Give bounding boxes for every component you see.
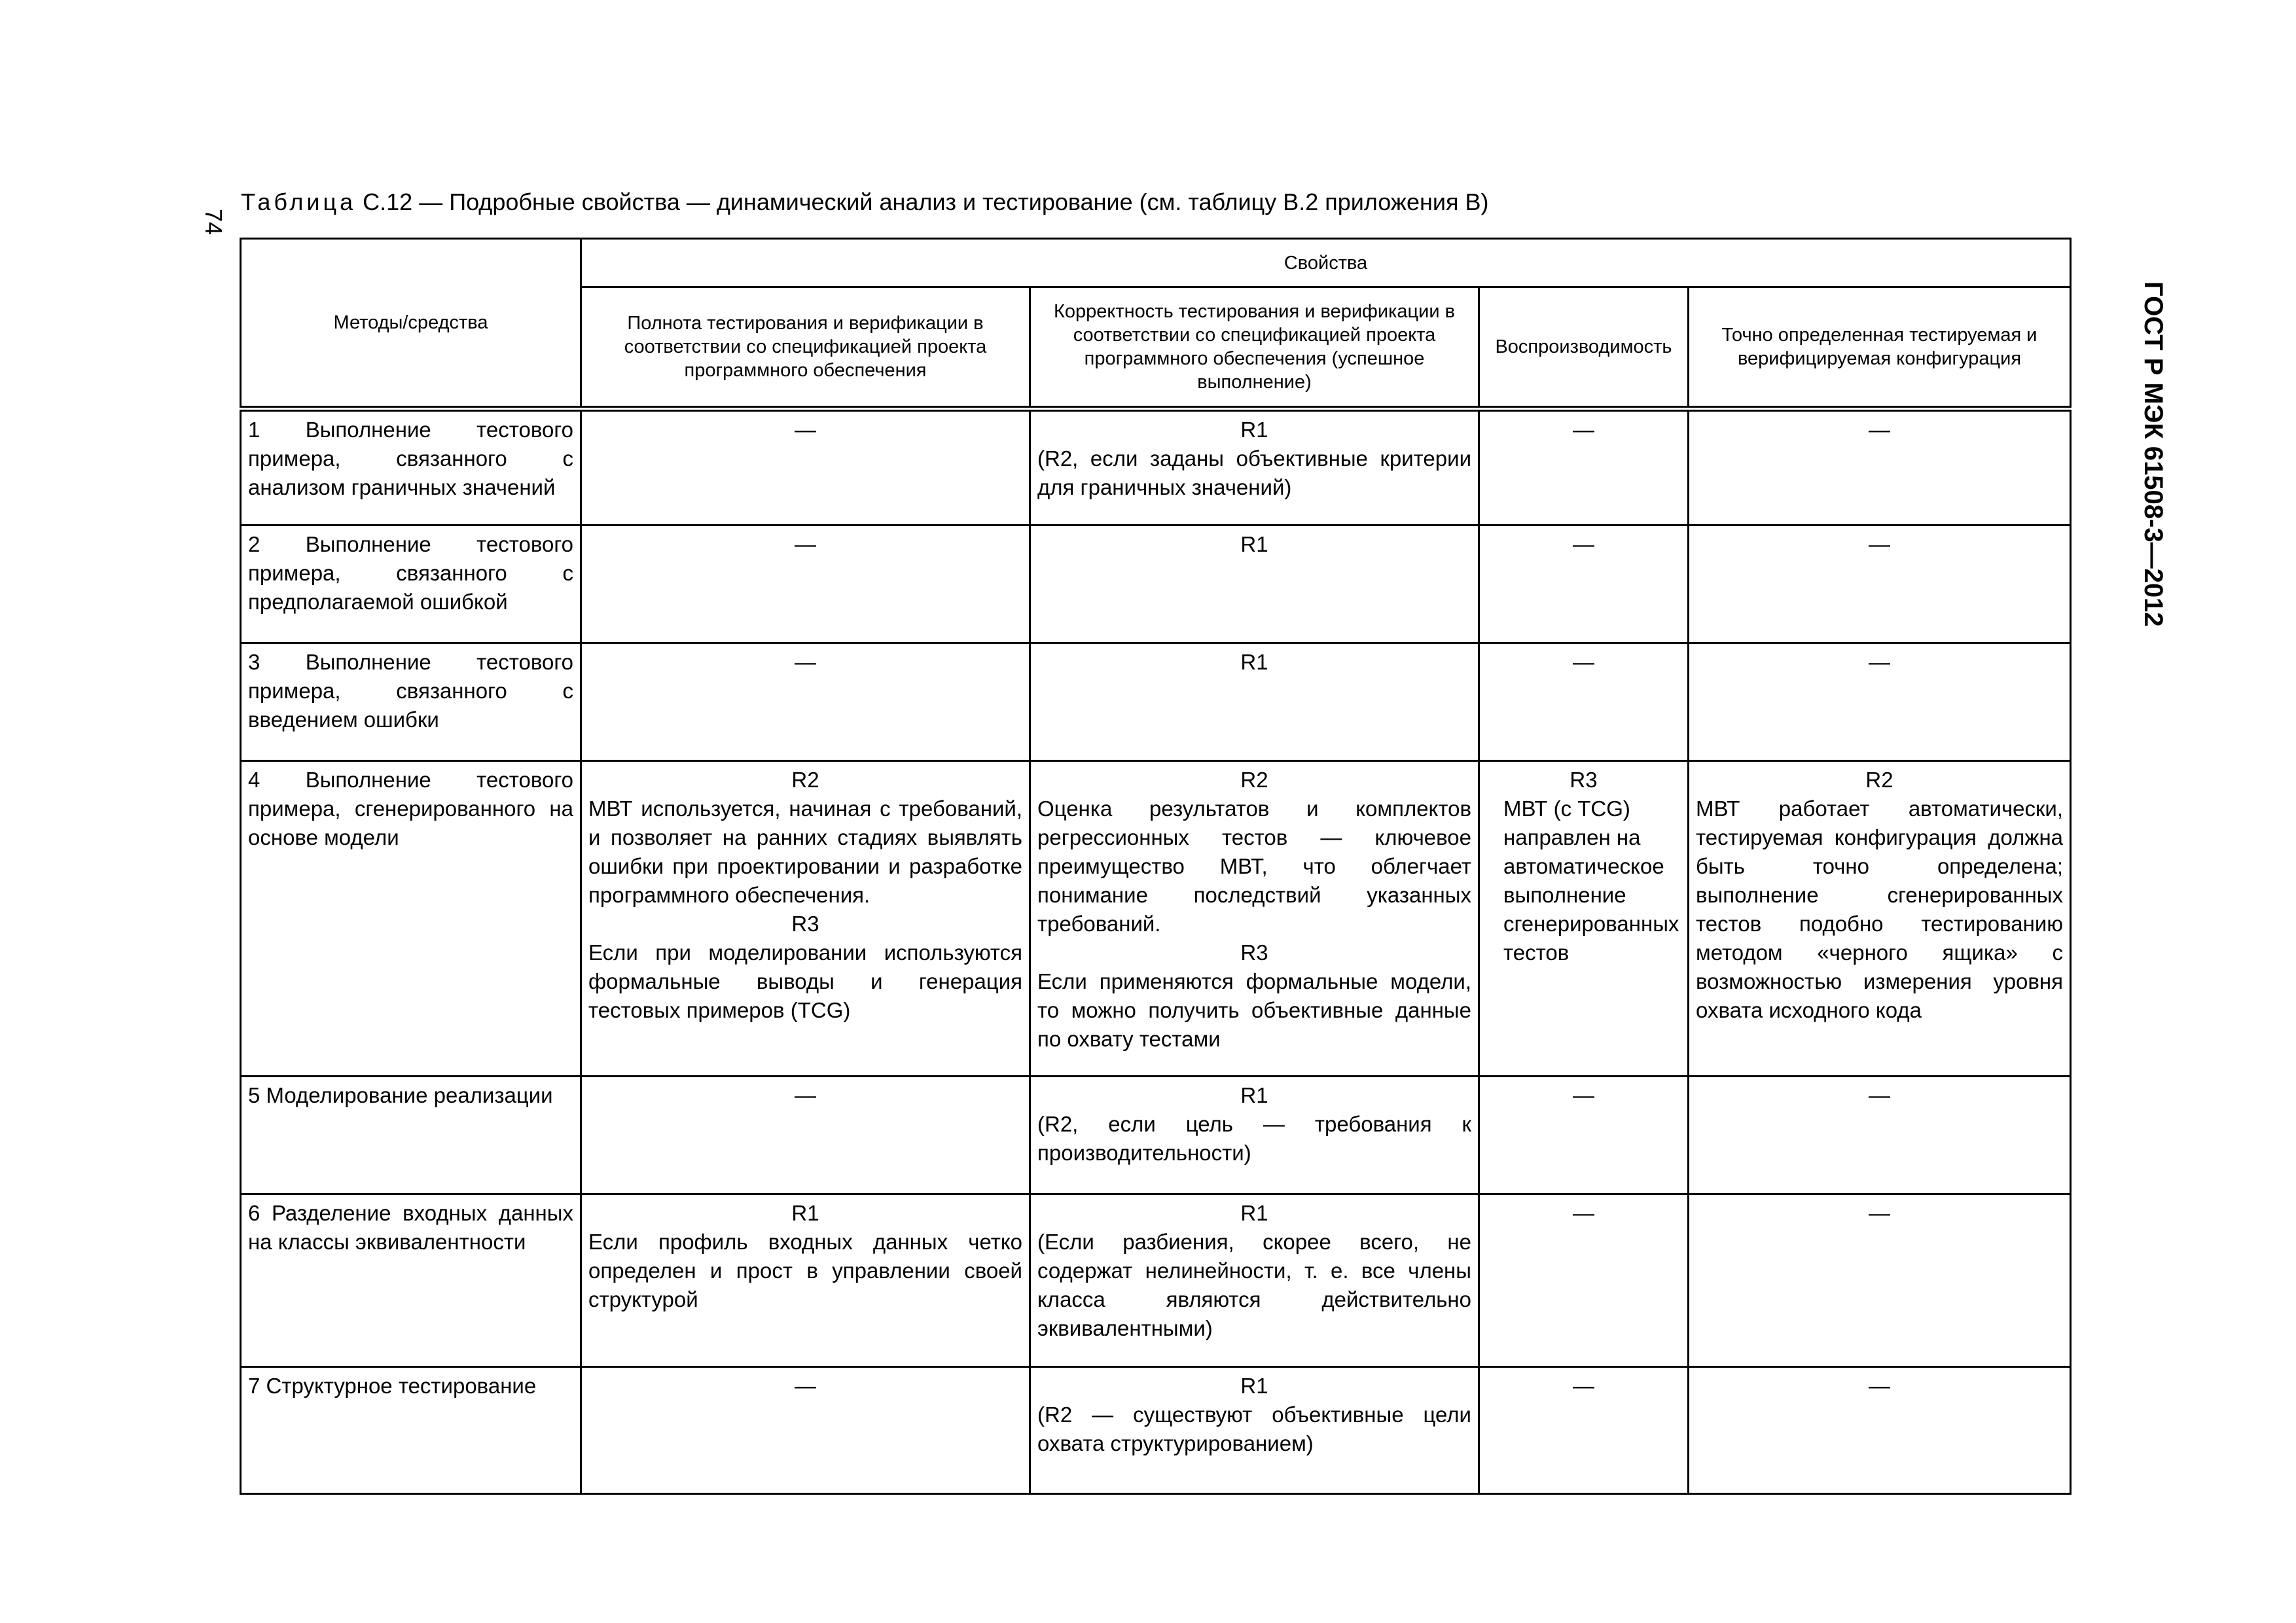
- rating-note: (R2 — существуют объективные цели охвата структурированием): [1037, 1402, 1471, 1455]
- repeatability-cell: [1479, 1077, 1689, 1194]
- method-cell: 7 Структурное тестирование: [241, 1367, 581, 1494]
- rating-note: Если профиль входных данных четко определен и прост в управлении своей структурой: [588, 1230, 1022, 1311]
- configuration-cell: [1689, 1077, 2071, 1194]
- method-cell: 4 Выполнение тестового примера, сгенерированного на основе модели: [241, 761, 581, 1077]
- rating-label: —: [1869, 1201, 1891, 1225]
- properties-table: [240, 238, 2072, 1495]
- header-repeatability: Воспроизводимость: [1479, 287, 1689, 409]
- rating-note: МВТ работает автоматически, тестируемая конфигурация должна быть точно определена; выполнение сгенерированных тестов подобно тестированию методом «черного ящика» с возможностью измерения уровня охвата исходного кода: [1696, 796, 2064, 1022]
- method-cell: 6 Разделение входных данных на классы эквивалентности: [241, 1194, 581, 1367]
- header-completeness: Полнота тестирования и верификации в соответствии со спецификацией проекта программного обеспечения: [581, 287, 1030, 409]
- table-row: [241, 761, 2071, 1077]
- rating-note: Если при моделировании используются формальные выводы и генерация тестовых примеров (TCG): [588, 940, 1022, 1022]
- table-row: [241, 1367, 2071, 1494]
- rating-label: —: [795, 1083, 816, 1107]
- configuration-cell: [1689, 1367, 2071, 1494]
- configuration-cell: [1689, 409, 2071, 526]
- configuration-cell: [1689, 526, 2071, 643]
- header-configuration: Точно определенная тестируемая и верифицируемая конфигурация: [1689, 287, 2071, 409]
- header-correctness: Корректность тестирования и верификации в соответствии со спецификацией проекта программного обеспечения (успешное выполнение): [1030, 287, 1479, 409]
- header-methods: Методы/средства: [241, 239, 581, 409]
- correctness-cell: [1030, 1077, 1479, 1194]
- rating-label: R1: [1240, 418, 1268, 442]
- rating-label: —: [1869, 650, 1891, 674]
- rating-note: (R2, если цель — требования к производительности): [1037, 1112, 1471, 1165]
- completeness-cell: [581, 1077, 1030, 1194]
- method-cell: 1 Выполнение тестового примера, связанного с анализом граничных значений: [241, 409, 581, 526]
- rating-label: —: [1573, 1374, 1594, 1398]
- table-row: [241, 643, 2071, 761]
- completeness-cell: [581, 526, 1030, 643]
- repeatability-cell: [1479, 409, 1689, 526]
- correctness-cell: [1030, 526, 1479, 643]
- document-code: ГОСТ Р МЭК 61508-3—2012: [2139, 281, 2168, 627]
- table-row: [241, 526, 2071, 643]
- rating-label: —: [1573, 532, 1594, 556]
- correctness-cell: [1030, 1194, 1479, 1367]
- header-properties: Свойства: [581, 239, 2071, 287]
- page-number: 74: [200, 208, 227, 236]
- table-row: [241, 1194, 2071, 1367]
- rating-label: R2: [791, 768, 819, 792]
- rating-label: —: [1573, 1201, 1594, 1225]
- repeatability-cell: [1479, 643, 1689, 761]
- completeness-cell: [581, 1194, 1030, 1367]
- repeatability-cell: [1479, 761, 1689, 1077]
- rating-note: МВТ используется, начиная с требований, и позволяет на ранних стадиях выявлять ошибки при проектировании и разработке программного обеспечения.: [588, 796, 1022, 907]
- table-caption: [241, 188, 1489, 216]
- completeness-cell: [581, 761, 1030, 1077]
- rating-note: МВТ (с TCG) направлен на автоматическое выполнение сгенерированных тестов: [1503, 796, 1679, 965]
- rating-label: —: [795, 650, 816, 674]
- completeness-cell: [581, 409, 1030, 526]
- table-row: [241, 409, 2071, 526]
- rating-label: R1: [1240, 650, 1268, 674]
- rating-label: —: [1573, 650, 1594, 674]
- rating-note: Оценка результатов и комплектов регрессионных тестов — ключевое преимущество МВТ, что облегчает понимание последствий указанных требований.: [1037, 796, 1471, 936]
- configuration-cell: [1689, 643, 2071, 761]
- configuration-cell: [1689, 1194, 2071, 1367]
- rating-label: R1: [1240, 1374, 1268, 1398]
- rating-label: R3: [791, 912, 819, 936]
- correctness-cell: [1030, 409, 1479, 526]
- rating-label: —: [795, 1374, 816, 1398]
- rating-label: —: [1869, 532, 1891, 556]
- rating-note: (R2, если заданы объективные критерии для граничных значений): [1037, 446, 1471, 499]
- rating-label: R2: [1865, 768, 1893, 792]
- rating-label: —: [1869, 1374, 1891, 1398]
- table-row: [241, 1077, 2071, 1194]
- caption-text: С.12 — Подробные свойства — динамический анализ и тестирование (см. таблицу В.2 приложения В): [356, 188, 1489, 215]
- configuration-cell: [1689, 761, 2071, 1077]
- rating-label: —: [795, 418, 816, 442]
- repeatability-cell: [1479, 1194, 1689, 1367]
- completeness-cell: [581, 1367, 1030, 1494]
- rating-label: —: [1869, 418, 1891, 442]
- rating-note: (Если разбиения, скорее всего, не содержат нелинейности, т. е. все члены класса являются действительно эквивалентными): [1037, 1230, 1471, 1340]
- correctness-cell: [1030, 761, 1479, 1077]
- repeatability-cell: [1479, 1367, 1689, 1494]
- repeatability-cell: [1479, 526, 1689, 643]
- method-cell: 3 Выполнение тестового примера, связанного с введением ошибки: [241, 643, 581, 761]
- caption-prefix: Таблица: [241, 188, 357, 215]
- rating-label: —: [1573, 418, 1594, 442]
- correctness-cell: [1030, 1367, 1479, 1494]
- rating-label: R1: [1240, 1201, 1268, 1225]
- rating-label: R1: [1240, 1083, 1268, 1107]
- rating-label: —: [1573, 1083, 1594, 1107]
- rating-note: Если применяются формальные модели, то можно получить объективные данные по охвату тестами: [1037, 969, 1471, 1051]
- completeness-cell: [581, 643, 1030, 761]
- rating-label: R3: [1570, 768, 1598, 792]
- table-body: [241, 409, 2071, 1494]
- method-cell: 5 Моделирование реализации: [241, 1077, 581, 1194]
- correctness-cell: [1030, 643, 1479, 761]
- rating-label: R3: [1240, 940, 1268, 965]
- rating-label: —: [1869, 1083, 1891, 1107]
- rating-label: —: [795, 532, 816, 556]
- rating-label: R2: [1240, 768, 1268, 792]
- rating-label: R1: [791, 1201, 819, 1225]
- rating-label: R1: [1240, 532, 1268, 556]
- method-cell: 2 Выполнение тестового примера, связанного с предполагаемой ошибкой: [241, 526, 581, 643]
